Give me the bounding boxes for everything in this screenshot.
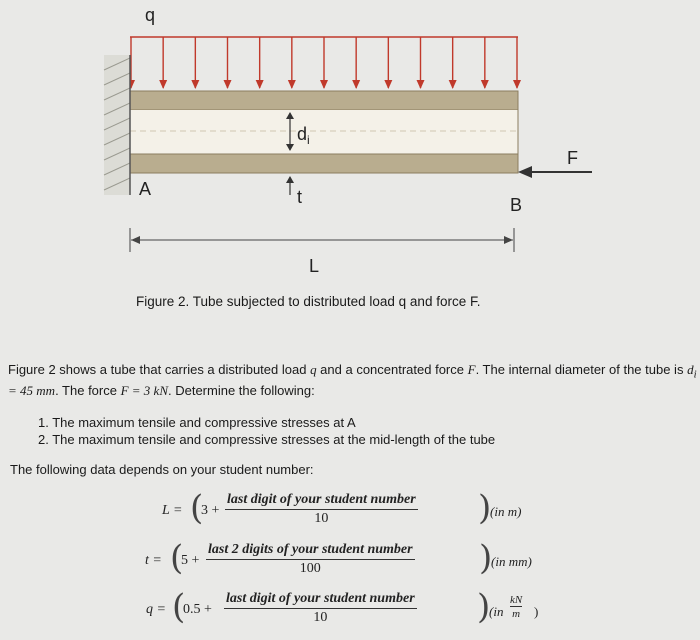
- length-dimension: [130, 228, 514, 252]
- load-arrow-head: [352, 80, 360, 89]
- load-arrow-head: [159, 80, 167, 89]
- equation-t-unit: (in mm): [491, 554, 532, 569]
- load-arrow-head: [191, 80, 199, 89]
- load-arrow-head: [256, 80, 264, 89]
- equation-q-fraction: last digit of your student number 10: [226, 591, 415, 625]
- tube-bore: [130, 110, 518, 154]
- tube: [130, 91, 518, 173]
- label-di: $d_i$: [297, 124, 310, 147]
- task-list: [38, 414, 495, 448]
- data-intro: The following data depends on your student number:: [10, 462, 314, 477]
- equation-L: L = ( 3 + last digit of your student number 10 ) (in m): [162, 488, 522, 528]
- equation-L-unit: (in m): [490, 504, 522, 519]
- load-arrow-head: [288, 80, 296, 89]
- equation-q-unit-open: (in: [489, 604, 504, 619]
- load-arrow-head: [384, 80, 392, 89]
- equation-L-fraction: last digit of your student number 10: [227, 492, 416, 526]
- equation-t-lhs: t =: [145, 553, 162, 568]
- load-arrow-head: [449, 80, 457, 89]
- load-arrow-head: [224, 80, 232, 89]
- equation-q-unit-fraction: $\frac{kN}{m}$: [510, 594, 523, 620]
- label-F: F: [567, 148, 578, 168]
- equation-t-base: 5 +: [181, 553, 200, 568]
- label-t: t: [297, 187, 303, 207]
- equation-t-fraction: last 2 digits of your student number 100: [208, 542, 413, 576]
- load-arrow-head: [481, 80, 489, 89]
- equation-q: q = ( 0.5 + last digit of your student number 10 ) (in $\frac{kN}{m}$ ): [146, 587, 539, 627]
- problem-statement: Figure 2 shows a tube that carries a distributed load q and a concentrated force F. The internal diameter of the tube is $d_i = 45$ mm. The force F = 3 kN. Determine the following:: [8, 362, 697, 398]
- figure-caption: Figure 2. Tube subjected to distributed load q and force F.: [136, 294, 481, 309]
- equation-L-lhs: L =: [162, 503, 183, 518]
- label-A: A: [139, 179, 152, 199]
- load-arrow-head: [320, 80, 328, 89]
- equation-t: t = ( 5 + last 2 digits of your student number 100 ) (in mm): [145, 538, 532, 578]
- load-arrow-head: [513, 80, 521, 89]
- equation-q-base: 0.5 +: [183, 602, 212, 617]
- thickness-dimension: [286, 176, 294, 195]
- label-L: L: [309, 256, 320, 276]
- task-item: 2. The maximum tensile and compressive stresses at the mid-length of the tube: [38, 432, 496, 447]
- equation-q-lhs: q =: [146, 602, 166, 617]
- tube-top-wall: [130, 91, 518, 110]
- label-q: q: [145, 5, 156, 25]
- label-B: B: [510, 195, 523, 215]
- task-item: 1. The maximum tensile and compressive stresses at A: [38, 415, 356, 430]
- fixed-support: [104, 55, 130, 195]
- force-F-arrow: [518, 166, 592, 178]
- equation-q-unit-close: ): [534, 604, 539, 619]
- equation-L-base: 3 +: [201, 503, 220, 518]
- distributed-load: [127, 37, 521, 89]
- tube-bottom-wall: [130, 154, 518, 173]
- load-arrow-head: [417, 80, 425, 89]
